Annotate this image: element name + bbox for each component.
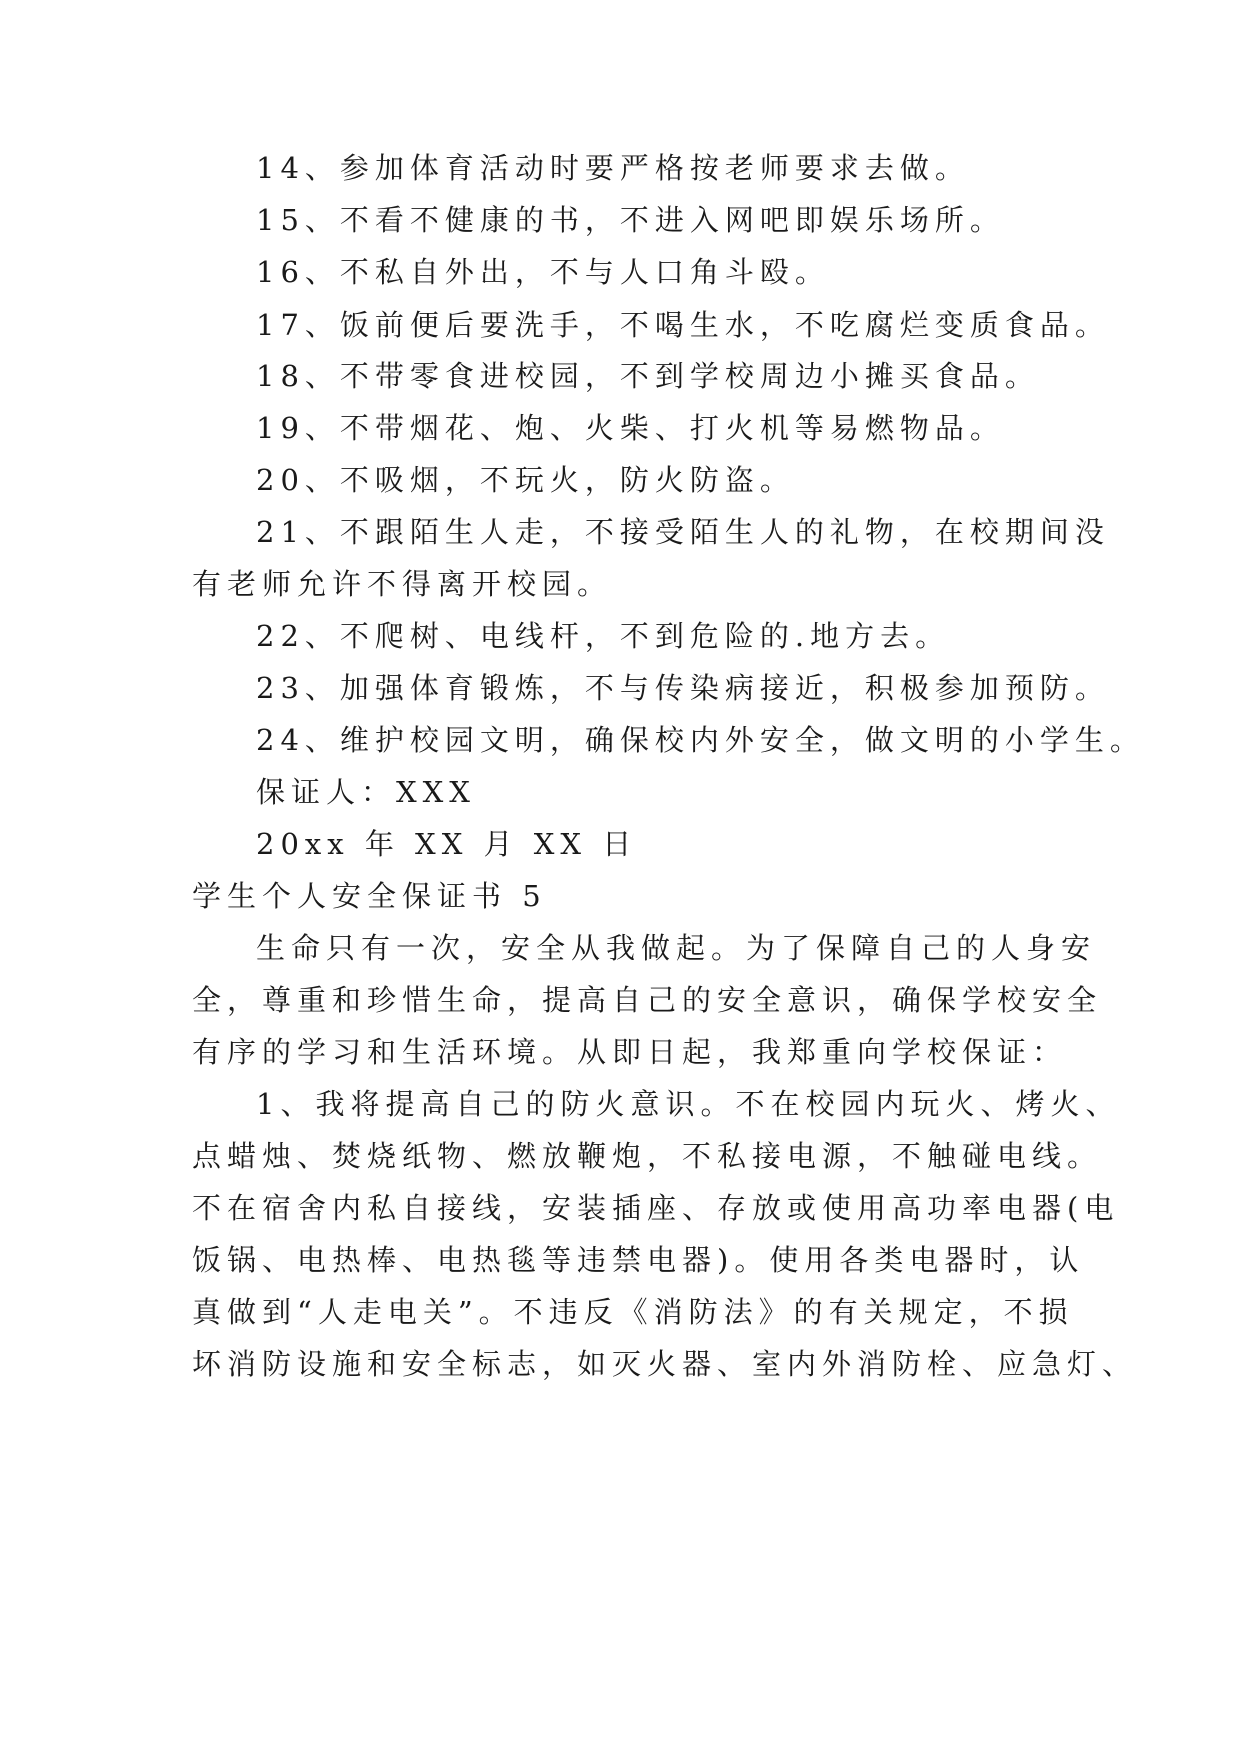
guarantor-line: 保证人：XXX bbox=[256, 775, 476, 809]
section-title: 学生个人安全保证书 5 bbox=[192, 879, 547, 913]
rule-item-18: 18、不带零食进校园，不到学校周边小摊买食品。 bbox=[256, 359, 1040, 393]
rule-item-21-line-1: 21、不跟陌生人走，不接受陌生人的礼物，在校期间没 bbox=[256, 515, 1110, 549]
point-1-line-6: 坏消防设施和安全标志，如灭火器、室内外消防栓、应急灯、 bbox=[192, 1347, 1138, 1381]
intro-line-2: 全，尊重和珍惜生命，提高自己的安全意识，确保学校安全 bbox=[192, 983, 1103, 1017]
rule-item-22: 22、不爬树、电线杆，不到危险的.地方去。 bbox=[256, 619, 951, 653]
point-1-line-5: 真做到“人走电关”。不违反《消防法》的有关规定，不损 bbox=[192, 1295, 1074, 1329]
rule-item-24: 24、维护校园文明，确保校内外安全，做文明的小学生。 bbox=[256, 723, 1145, 757]
point-1-line-1: 1、我将提高自己的防火意识。不在校园内玩火、烤火、 bbox=[256, 1087, 1121, 1121]
intro-line-3: 有序的学习和生活环境。从即日起，我郑重向学校保证： bbox=[192, 1035, 1068, 1069]
rule-item-20: 20、不吸烟，不玩火，防火防盗。 bbox=[256, 463, 795, 497]
intro-line-1: 生命只有一次，安全从我做起。为了保障自己的人身安 bbox=[256, 931, 1097, 965]
date-line: 20xx 年 XX 月 XX 日 bbox=[256, 827, 638, 861]
point-1-line-2: 点蜡烛、焚烧纸物、燃放鞭炮，不私接电源，不触碰电线。 bbox=[192, 1139, 1103, 1173]
point-1-line-3: 不在宿舍内私自接线，安装插座、存放或使用高功率电器(电 bbox=[192, 1191, 1120, 1225]
rule-item-17: 17、饭前便后要洗手，不喝生水，不吃腐烂变质食品。 bbox=[256, 308, 1110, 342]
rule-item-14: 14、参加体育活动时要严格按老师要求去做。 bbox=[256, 151, 970, 185]
rule-item-19: 19、不带烟花、炮、火柴、打火机等易燃物品。 bbox=[256, 411, 1005, 445]
rule-item-23: 23、加强体育锻炼，不与传染病接近，积极参加预防。 bbox=[256, 671, 1110, 705]
point-1-line-4: 饭锅、电热棒、电热毯等违禁电器)。使用各类电器时，认 bbox=[192, 1243, 1085, 1277]
rule-item-21-line-2: 有老师允许不得离开校园。 bbox=[192, 567, 613, 601]
rule-item-16: 16、不私自外出，不与人口角斗殴。 bbox=[256, 255, 830, 289]
rule-item-15: 15、不看不健康的书，不进入网吧即娱乐场所。 bbox=[256, 203, 1005, 237]
